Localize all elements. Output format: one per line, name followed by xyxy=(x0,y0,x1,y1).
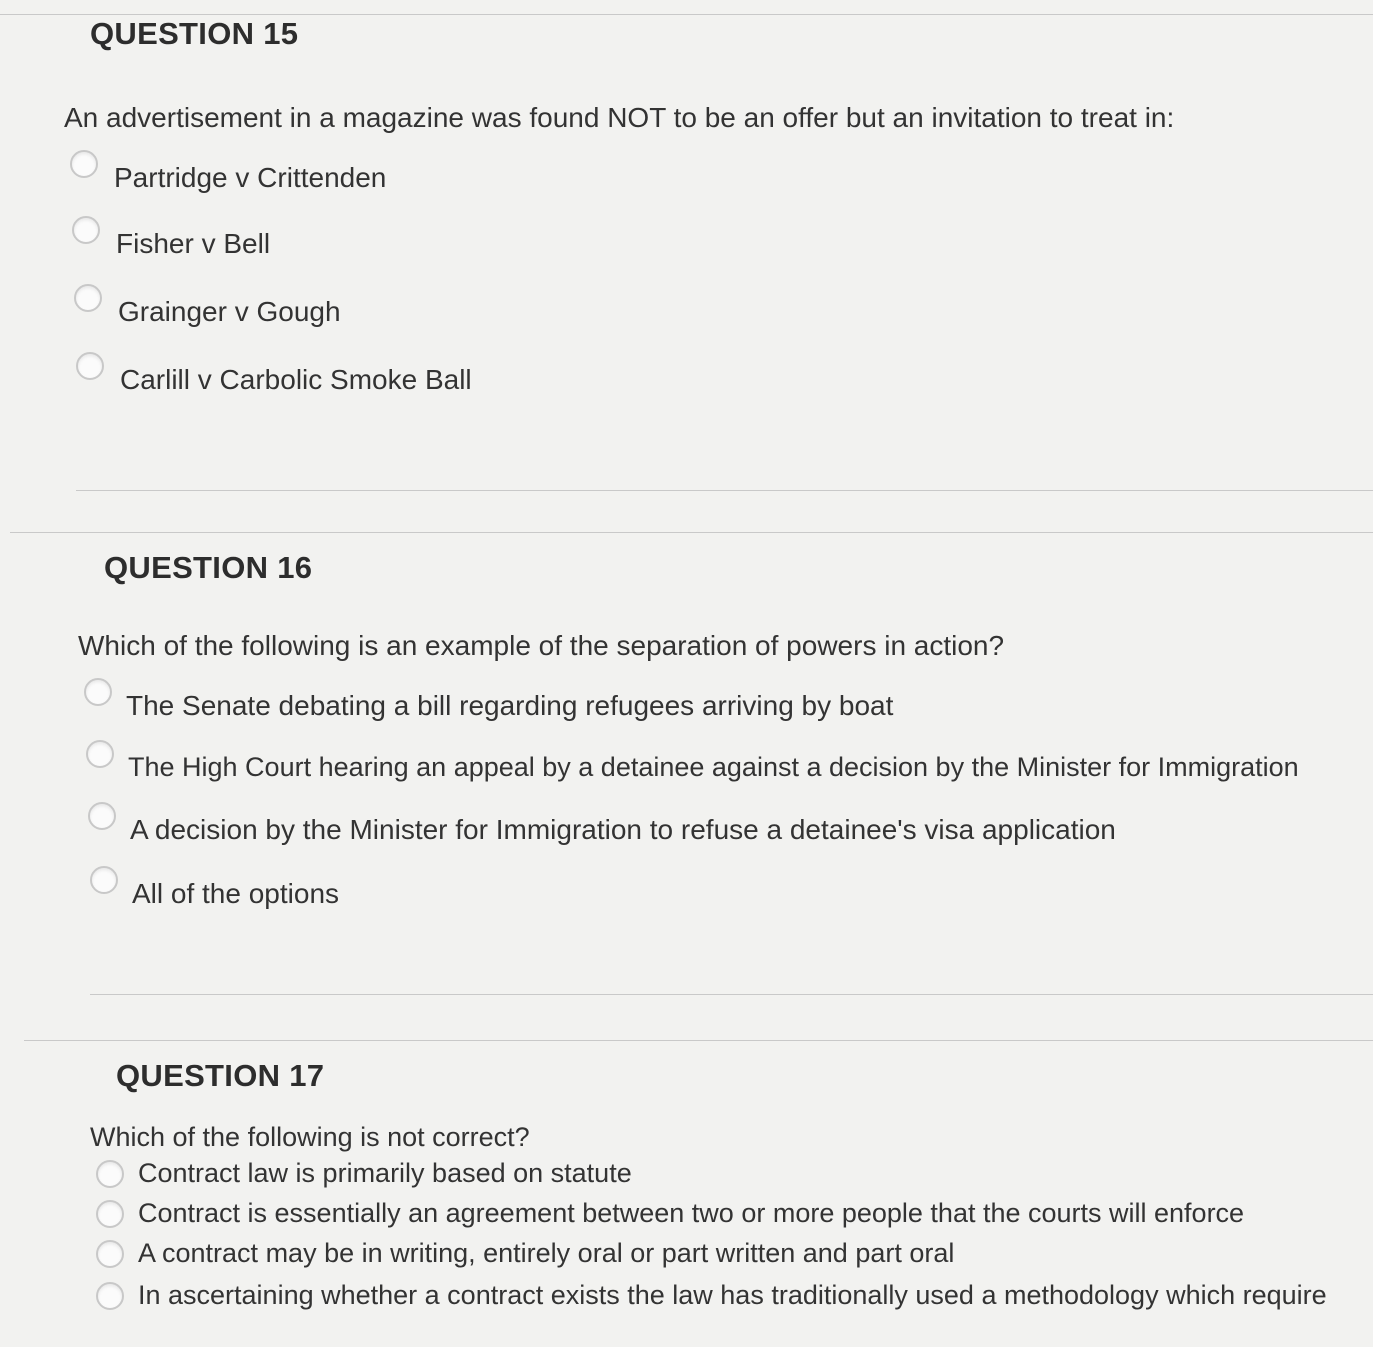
radio-button[interactable] xyxy=(76,352,104,380)
option-label: All of the options xyxy=(132,878,340,909)
option-label: Partridge v Crittenden xyxy=(114,162,387,193)
option-label: Grainger v Gough xyxy=(118,296,341,327)
option-label: In ascertaining whether a contract exists the law has traditionally used a methodology which require xyxy=(138,1280,1327,1310)
option-label: A contract may be in writing, entirely oral or part written and part oral xyxy=(138,1238,955,1268)
question-text: Which of the following is an example of the separation of powers in action? xyxy=(78,630,1005,661)
option-ascertaining-methodology[interactable] xyxy=(96,1280,1327,1311)
question-separator xyxy=(24,1040,1373,1041)
question-text: An advertisement in a magazine was found NOT to be an offer but an invitation to treat in: xyxy=(64,102,1175,133)
option-contract-agreement[interactable] xyxy=(96,1198,1244,1229)
radio-button[interactable] xyxy=(88,802,116,830)
option-contract-writing-oral[interactable] xyxy=(96,1238,954,1269)
radio-button[interactable] xyxy=(90,866,118,894)
option-carlill-v-carbolic[interactable] xyxy=(76,364,472,396)
option-label: Carlill v Carbolic Smoke Ball xyxy=(120,364,472,395)
option-senate-debating[interactable] xyxy=(84,690,893,722)
option-grainger-v-gough[interactable] xyxy=(74,296,341,328)
option-contract-law-statute[interactable] xyxy=(96,1158,632,1189)
question-title: QUESTION 16 xyxy=(104,550,313,585)
answer-divider xyxy=(90,994,1373,995)
radio-button[interactable] xyxy=(74,284,102,312)
option-high-court-hearing[interactable] xyxy=(86,752,1299,783)
option-label: A decision by the Minister for Immigration to refuse a detainee's visa application xyxy=(130,814,1116,845)
option-label: The Senate debating a bill regarding refugees arriving by boat xyxy=(126,690,894,721)
option-minister-decision[interactable] xyxy=(88,814,1116,846)
option-all-of-the-options[interactable] xyxy=(90,878,339,910)
radio-button[interactable] xyxy=(96,1282,124,1310)
option-partridge-v-crittenden[interactable] xyxy=(70,162,386,194)
radio-button[interactable] xyxy=(96,1240,124,1268)
answer-divider xyxy=(76,490,1373,491)
option-label: The High Court hearing an appeal by a detainee against a decision by the Minister for Immigration xyxy=(128,752,1299,782)
question-title: QUESTION 15 xyxy=(90,16,299,51)
radio-button[interactable] xyxy=(96,1160,124,1188)
option-label: Fisher v Bell xyxy=(116,228,271,259)
radio-button[interactable] xyxy=(86,740,114,768)
top-divider xyxy=(0,14,1373,15)
radio-button[interactable] xyxy=(84,678,112,706)
radio-button[interactable] xyxy=(70,150,98,178)
question-title: QUESTION 17 xyxy=(116,1058,325,1093)
option-label: Contract is essentially an agreement between two or more people that the courts will enforce xyxy=(138,1198,1245,1228)
question-separator xyxy=(10,532,1373,533)
radio-button[interactable] xyxy=(96,1200,124,1228)
option-label: Contract law is primarily based on statute xyxy=(138,1158,632,1188)
question-text: Which of the following is not correct? xyxy=(90,1122,530,1152)
option-fisher-v-bell[interactable] xyxy=(72,228,270,260)
radio-button[interactable] xyxy=(72,216,100,244)
